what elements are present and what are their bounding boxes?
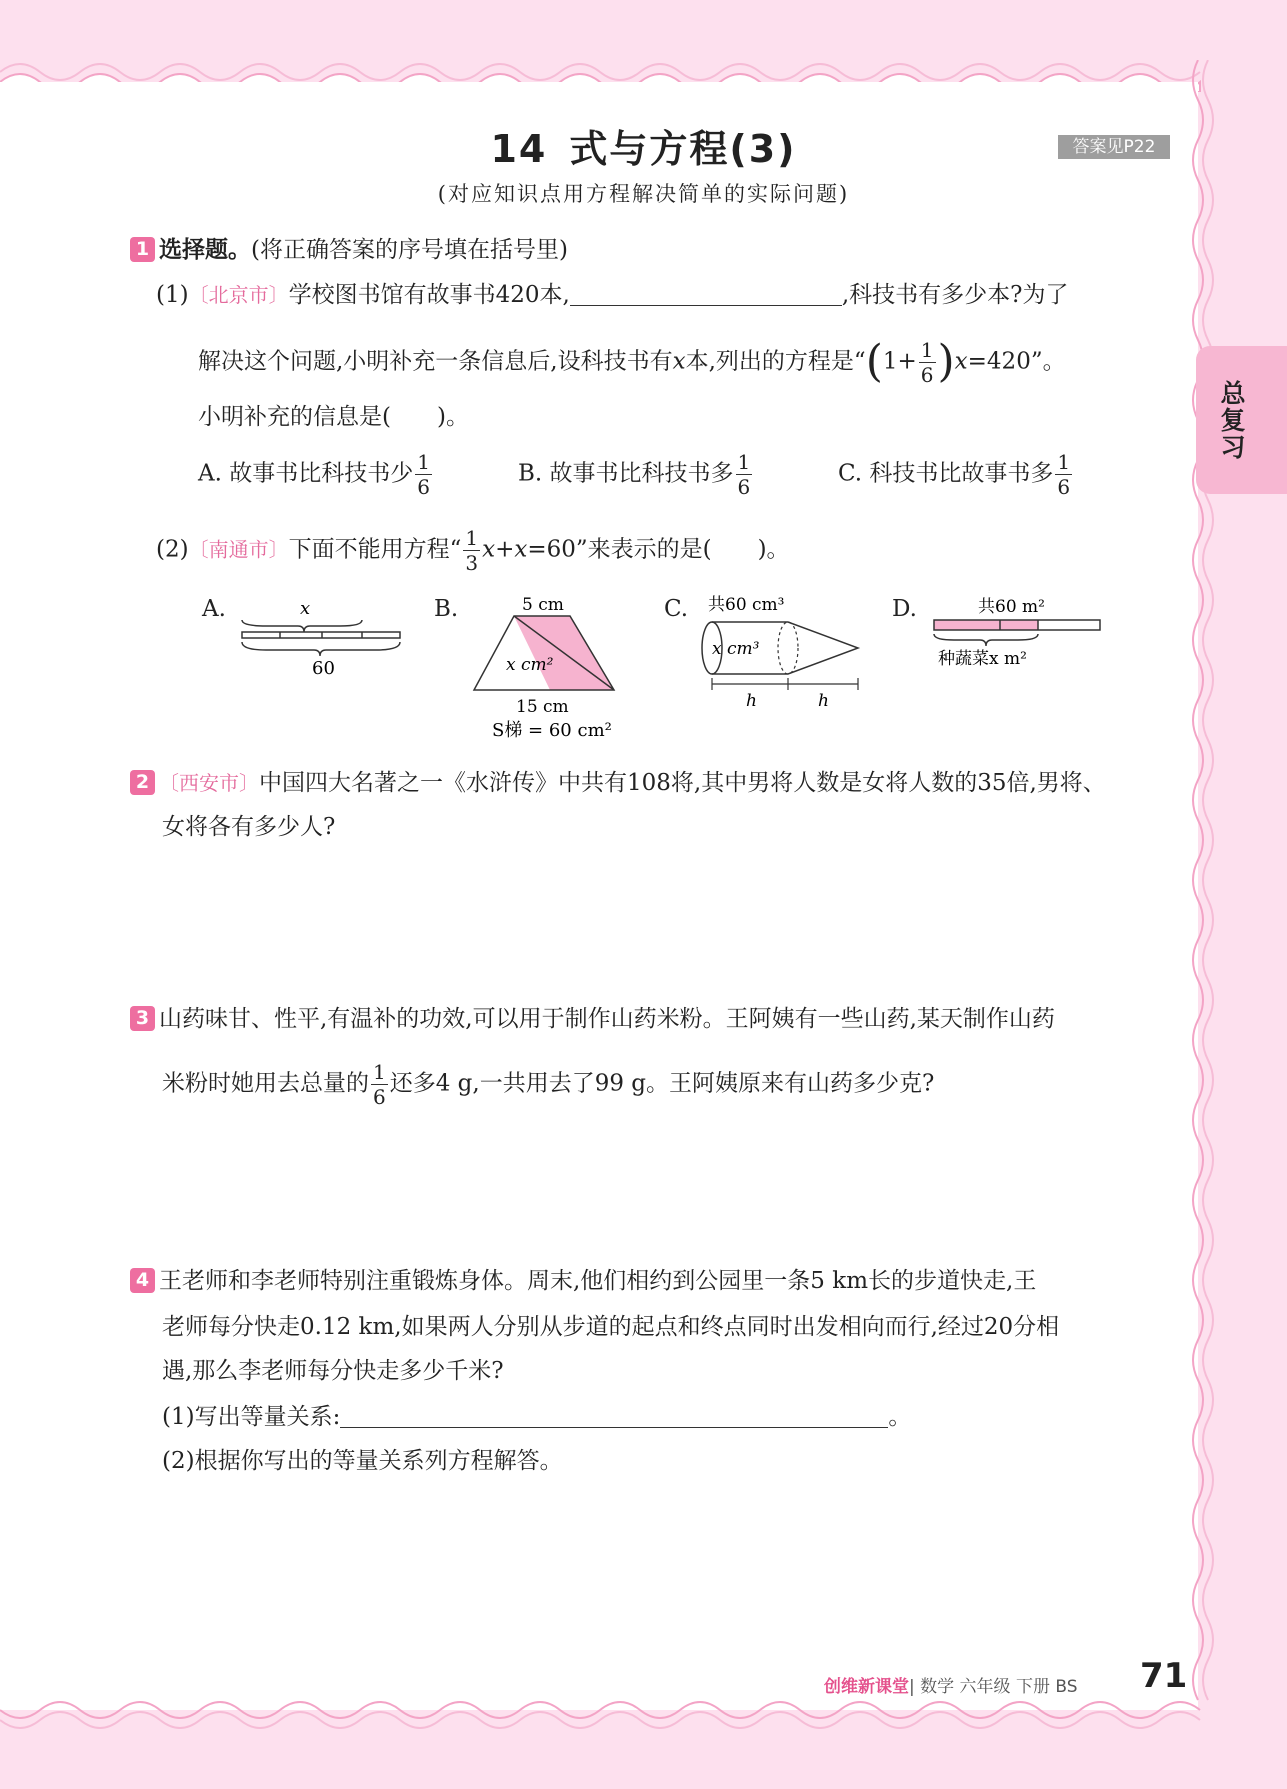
equation-term: x+x <box>482 536 528 563</box>
region-tag: 〔北京市〕 <box>188 283 289 307</box>
cylinder-cone-joint <box>778 622 798 674</box>
shaded-section <box>1000 620 1038 630</box>
question-3-line1 <box>130 1006 1055 1034</box>
question-number-badge: 2 <box>130 770 155 795</box>
page-number: 71 <box>1140 1656 1188 1696</box>
figure-b-bottom-label: 15 cm <box>516 697 569 717</box>
figure-d-veg-label: 种蔬菜x m² <box>938 649 1027 669</box>
bottom-brace <box>242 642 400 656</box>
footer-brand: 创维新课堂 <box>824 1677 909 1697</box>
option-a-text: A. 故事书比科技书少 <box>198 460 414 487</box>
figure-c-label[interactable]: C. <box>664 596 689 622</box>
variable-x: x <box>954 348 968 375</box>
fraction-1-6 <box>415 452 432 497</box>
q1-part2-text-cont: =60”来表示的是( )。 <box>527 536 790 563</box>
answer-blank[interactable] <box>570 305 842 306</box>
fraction-1-6 <box>371 1062 388 1107</box>
brace <box>934 634 1038 646</box>
right-paren: ) <box>937 336 955 387</box>
question-3-line2 <box>162 1062 934 1107</box>
top-brace <box>242 620 362 632</box>
fraction-numerator: 1 <box>373 1060 386 1084</box>
figure-a-bottom-label: 60 <box>312 658 335 678</box>
fraction-1-6 <box>919 337 936 387</box>
figure-b-area-label: S梯 = 60 cm² <box>492 720 612 741</box>
part-label: (2) <box>156 536 189 563</box>
fraction-denominator: 6 <box>417 475 430 499</box>
figure-d-land-bar <box>930 594 1110 674</box>
option-b-text: B. 故事书比科技书多 <box>518 460 734 487</box>
left-paren: ( <box>865 336 883 387</box>
question-4-line1 <box>130 1268 1036 1296</box>
q1-part1-line3: 小明补充的信息是( )。 <box>198 404 469 430</box>
fraction-denominator: 6 <box>373 1085 386 1109</box>
figure-d-total-label: 共60 m² <box>978 597 1045 617</box>
question-4-text: 王老师和李老师特别注重锻炼身体。周末,他们相约到公园里一条5 km长的步道快走,王 <box>159 1268 1037 1294</box>
fraction-numerator: 1 <box>465 526 479 550</box>
figure-c-h2-label: h <box>818 691 829 711</box>
q1-option-a[interactable] <box>198 452 434 497</box>
question-3-text-b: 还多4 g,一共用去了99 g。王阿姨原来有山药多少克? <box>389 1070 935 1097</box>
lesson-title: 式与方程(3) <box>569 127 797 171</box>
question-4-sub2: (2)根据你写出的等量关系列方程解答。 <box>162 1448 563 1474</box>
question-number-badge: 1 <box>130 237 155 262</box>
figure-b-trapezoid <box>466 592 626 742</box>
q1-part2-text: 下面不能用方程“ <box>288 536 462 563</box>
side-tab-label: 总复习 <box>1217 379 1246 461</box>
question-1-instruction: (将正确答案的序号填在括号里) <box>251 237 568 263</box>
region-tag: 〔南通市〕 <box>188 537 289 562</box>
fraction-numerator: 1 <box>1057 450 1071 474</box>
question-2-text: 中国四大名著之一《水浒传》中共有108将,其中男将人数是女将人数的35倍,男将、 <box>259 770 1106 796</box>
shaded-section <box>934 620 1000 630</box>
question-2-line2: 女将各有多少人? <box>162 814 336 840</box>
page-subtitle: (对应知识点用方程解决简单的实际问题) <box>437 182 850 206</box>
fraction-denominator: 6 <box>737 475 751 499</box>
q1-part1-line2-text: 解决这个问题,小明补充一条信息后,设科技书有 <box>198 348 673 375</box>
bar <box>242 632 400 638</box>
figure-b-inner-label: x cm² <box>506 655 554 675</box>
figure-d-label[interactable]: D. <box>892 596 917 622</box>
region-tag: 〔西安市〕 <box>159 771 259 795</box>
figure-c-cylinder-cone <box>698 592 868 712</box>
question-4-sub1 <box>162 1404 911 1432</box>
q1-part1-text: 学校图书馆有故事书420本, <box>288 282 570 308</box>
q1-option-b[interactable] <box>518 452 754 497</box>
q1-part1-equation-intro: 本,列出的方程是“ <box>685 348 866 375</box>
right-wave-border <box>1188 60 1218 1720</box>
fraction-1-6 <box>736 452 753 497</box>
answer-blank[interactable] <box>340 1427 888 1428</box>
answer-reference-badge: 答案见P22 <box>1058 135 1170 159</box>
figure-b-label[interactable]: B. <box>434 596 459 622</box>
figure-a-bar-model <box>236 594 406 678</box>
q1-part1-line1 <box>156 282 1068 310</box>
figure-c-h1-label: h <box>746 691 757 711</box>
q1-part2-line <box>156 528 790 573</box>
page-footer <box>824 1672 1078 1697</box>
fraction-numerator: 1 <box>737 450 751 474</box>
option-c-text: C. 科技书比故事书多 <box>838 460 1054 487</box>
q1-part1-line2 <box>198 336 1066 389</box>
question-4-line2: 老师每分快走0.12 km,如果两人分别从步道的起点和终点同时出发相向而行,经过20分相 <box>162 1314 1060 1340</box>
equation-term: 1+ <box>882 348 917 375</box>
figure-c-inner-label: x cm³ <box>712 639 760 659</box>
figure-c-total-label: 共60 cm³ <box>708 595 785 615</box>
question-4-line3: 遇,那么李老师每分快走多少千米? <box>162 1358 504 1384</box>
q1-option-c[interactable] <box>838 452 1074 497</box>
equation-tail: =420”。 <box>967 348 1066 375</box>
question-number-badge: 4 <box>130 1268 155 1293</box>
fraction-1-3 <box>463 528 480 573</box>
fraction-numerator: 1 <box>417 450 430 474</box>
sentence-end: 。 <box>888 1404 912 1430</box>
fraction-numerator: 1 <box>920 337 934 362</box>
figure-a-top-label: x <box>300 598 311 619</box>
question-2-line1 <box>130 770 1106 798</box>
bottom-wave-border <box>0 1700 1287 1740</box>
question-3-text-a: 米粉时她用去总量的 <box>162 1070 369 1097</box>
fraction-denominator: 6 <box>1057 475 1071 499</box>
footer-book-info: | 数学 六年级 下册 BS <box>909 1677 1078 1697</box>
lesson-number: 14 <box>490 127 548 171</box>
part-label: (1) <box>156 282 189 308</box>
figure-a-label[interactable]: A. <box>202 596 226 622</box>
figure-b-top-label: 5 cm <box>522 595 564 615</box>
fraction-denominator: 3 <box>465 551 479 575</box>
q1-part1-text-cont: ,科技书有多少本?为了 <box>841 282 1069 308</box>
fraction-1-6 <box>1055 452 1072 497</box>
question-3-text: 山药味甘、性平,有温补的功效,可以用于制作山药米粉。王阿姨有一些山药,某天制作山药 <box>159 1006 1055 1032</box>
sub-question-label: (1)写出等量关系: <box>162 1404 341 1430</box>
question-1-title: 选择题。 <box>159 236 251 263</box>
fraction-denominator: 6 <box>920 362 934 387</box>
variable-x: x <box>672 348 686 375</box>
question-number-badge: 3 <box>130 1006 155 1031</box>
question-1-heading <box>130 236 568 265</box>
